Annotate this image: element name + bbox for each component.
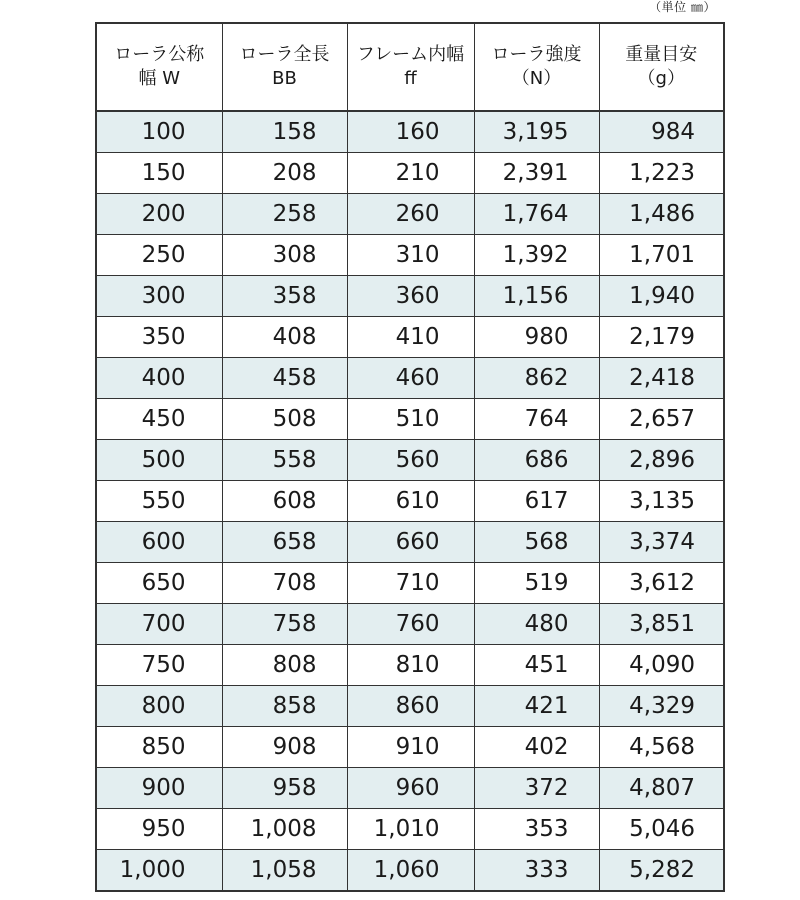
cell-roller-strength: 480 [474, 604, 599, 645]
cell-total-length: 408 [222, 317, 347, 358]
header-label: ローラ全長 [239, 44, 330, 65]
table-row [96, 686, 724, 727]
cell-frame-inner-width: 210 [347, 153, 474, 194]
header-sublabel: 幅 W [138, 68, 181, 89]
cell-nominal-width: 500 [96, 440, 222, 481]
header-sublabel: ff [404, 68, 417, 89]
header-label: 重量目安 [625, 44, 698, 65]
cell-nominal-width: 900 [96, 768, 222, 809]
cell-frame-inner-width: 610 [347, 481, 474, 522]
cell-nominal-width: 400 [96, 358, 222, 399]
cell-total-length: 458 [222, 358, 347, 399]
cell-frame-inner-width: 760 [347, 604, 474, 645]
cell-nominal-width: 750 [96, 645, 222, 686]
cell-weight: 4,568 [599, 727, 724, 768]
header-label: フレーム内幅 [356, 44, 465, 65]
header-sublabel: （N） [511, 68, 562, 89]
cell-total-length: 808 [222, 645, 347, 686]
table-row [96, 276, 724, 317]
table-row [96, 358, 724, 399]
cell-roller-strength: 353 [474, 809, 599, 850]
cell-roller-strength: 402 [474, 727, 599, 768]
cell-total-length: 908 [222, 727, 347, 768]
cell-frame-inner-width: 710 [347, 563, 474, 604]
header-weight [599, 23, 724, 111]
cell-frame-inner-width: 660 [347, 522, 474, 563]
table-row [96, 645, 724, 686]
cell-nominal-width: 950 [96, 809, 222, 850]
cell-nominal-width: 800 [96, 686, 222, 727]
header-label: ローラ強度 [491, 44, 582, 65]
cell-weight: 5,046 [599, 809, 724, 850]
cell-weight: 1,223 [599, 153, 724, 194]
table-row [96, 850, 724, 892]
header-row [96, 23, 724, 111]
cell-roller-strength: 617 [474, 481, 599, 522]
cell-total-length: 508 [222, 399, 347, 440]
table-row [96, 522, 724, 563]
cell-nominal-width: 650 [96, 563, 222, 604]
table-row [96, 809, 724, 850]
cell-total-length: 308 [222, 235, 347, 276]
header-frame-inner-width [347, 23, 474, 111]
cell-weight: 2,418 [599, 358, 724, 399]
cell-roller-strength: 2,391 [474, 153, 599, 194]
cell-weight: 1,486 [599, 194, 724, 235]
table-row [96, 768, 724, 809]
cell-roller-strength: 862 [474, 358, 599, 399]
cell-nominal-width: 350 [96, 317, 222, 358]
cell-frame-inner-width: 310 [347, 235, 474, 276]
cell-frame-inner-width: 860 [347, 686, 474, 727]
cell-frame-inner-width: 360 [347, 276, 474, 317]
cell-total-length: 858 [222, 686, 347, 727]
cell-roller-strength: 519 [474, 563, 599, 604]
header-roller-strength [474, 23, 599, 111]
cell-weight: 984 [599, 111, 724, 153]
cell-nominal-width: 550 [96, 481, 222, 522]
cell-weight: 1,701 [599, 235, 724, 276]
cell-frame-inner-width: 160 [347, 111, 474, 153]
cell-weight: 1,940 [599, 276, 724, 317]
cell-weight: 2,896 [599, 440, 724, 481]
header-sublabel: （g） [637, 68, 685, 89]
table-row [96, 317, 724, 358]
cell-nominal-width: 700 [96, 604, 222, 645]
cell-frame-inner-width: 910 [347, 727, 474, 768]
header-nominal-width [96, 23, 222, 111]
cell-total-length: 1,058 [222, 850, 347, 892]
cell-weight: 4,807 [599, 768, 724, 809]
cell-roller-strength: 3,195 [474, 111, 599, 153]
cell-total-length: 158 [222, 111, 347, 153]
table-row [96, 440, 724, 481]
table-row [96, 727, 724, 768]
cell-total-length: 558 [222, 440, 347, 481]
cell-roller-strength: 568 [474, 522, 599, 563]
table-row [96, 481, 724, 522]
unit-note: （単位 ㎜） [649, 0, 716, 14]
cell-nominal-width: 850 [96, 727, 222, 768]
cell-weight: 2,657 [599, 399, 724, 440]
cell-nominal-width: 600 [96, 522, 222, 563]
cell-total-length: 708 [222, 563, 347, 604]
cell-roller-strength: 1,156 [474, 276, 599, 317]
cell-total-length: 1,008 [222, 809, 347, 850]
cell-nominal-width: 200 [96, 194, 222, 235]
cell-nominal-width: 1,000 [96, 850, 222, 892]
cell-nominal-width: 150 [96, 153, 222, 194]
header-sublabel: BB [272, 68, 297, 89]
cell-frame-inner-width: 960 [347, 768, 474, 809]
cell-roller-strength: 372 [474, 768, 599, 809]
cell-weight: 3,135 [599, 481, 724, 522]
cell-nominal-width: 450 [96, 399, 222, 440]
cell-roller-strength: 1,764 [474, 194, 599, 235]
cell-weight: 2,179 [599, 317, 724, 358]
cell-weight: 3,612 [599, 563, 724, 604]
cell-weight: 5,282 [599, 850, 724, 892]
table-row [96, 399, 724, 440]
cell-roller-strength: 421 [474, 686, 599, 727]
cell-total-length: 358 [222, 276, 347, 317]
cell-weight: 4,090 [599, 645, 724, 686]
cell-roller-strength: 451 [474, 645, 599, 686]
cell-nominal-width: 100 [96, 111, 222, 153]
table-row [96, 194, 724, 235]
cell-total-length: 608 [222, 481, 347, 522]
table-row [96, 235, 724, 276]
cell-frame-inner-width: 560 [347, 440, 474, 481]
cell-frame-inner-width: 1,060 [347, 850, 474, 892]
cell-frame-inner-width: 410 [347, 317, 474, 358]
cell-weight: 3,851 [599, 604, 724, 645]
table-row [96, 153, 724, 194]
cell-nominal-width: 250 [96, 235, 222, 276]
table-row [96, 563, 724, 604]
header-label: ローラ公称 [114, 44, 205, 65]
table-header [96, 23, 724, 111]
cell-roller-strength: 764 [474, 399, 599, 440]
cell-roller-strength: 980 [474, 317, 599, 358]
cell-nominal-width: 300 [96, 276, 222, 317]
cell-total-length: 258 [222, 194, 347, 235]
table-row [96, 111, 724, 153]
roller-spec-table [95, 22, 725, 892]
table-body [96, 111, 724, 891]
cell-total-length: 658 [222, 522, 347, 563]
table-row [96, 604, 724, 645]
cell-roller-strength: 1,392 [474, 235, 599, 276]
cell-frame-inner-width: 810 [347, 645, 474, 686]
header-total-length [222, 23, 347, 111]
cell-frame-inner-width: 510 [347, 399, 474, 440]
cell-total-length: 958 [222, 768, 347, 809]
cell-total-length: 758 [222, 604, 347, 645]
cell-roller-strength: 686 [474, 440, 599, 481]
cell-frame-inner-width: 1,010 [347, 809, 474, 850]
cell-roller-strength: 333 [474, 850, 599, 892]
cell-total-length: 208 [222, 153, 347, 194]
cell-frame-inner-width: 260 [347, 194, 474, 235]
cell-weight: 4,329 [599, 686, 724, 727]
cell-frame-inner-width: 460 [347, 358, 474, 399]
cell-weight: 3,374 [599, 522, 724, 563]
